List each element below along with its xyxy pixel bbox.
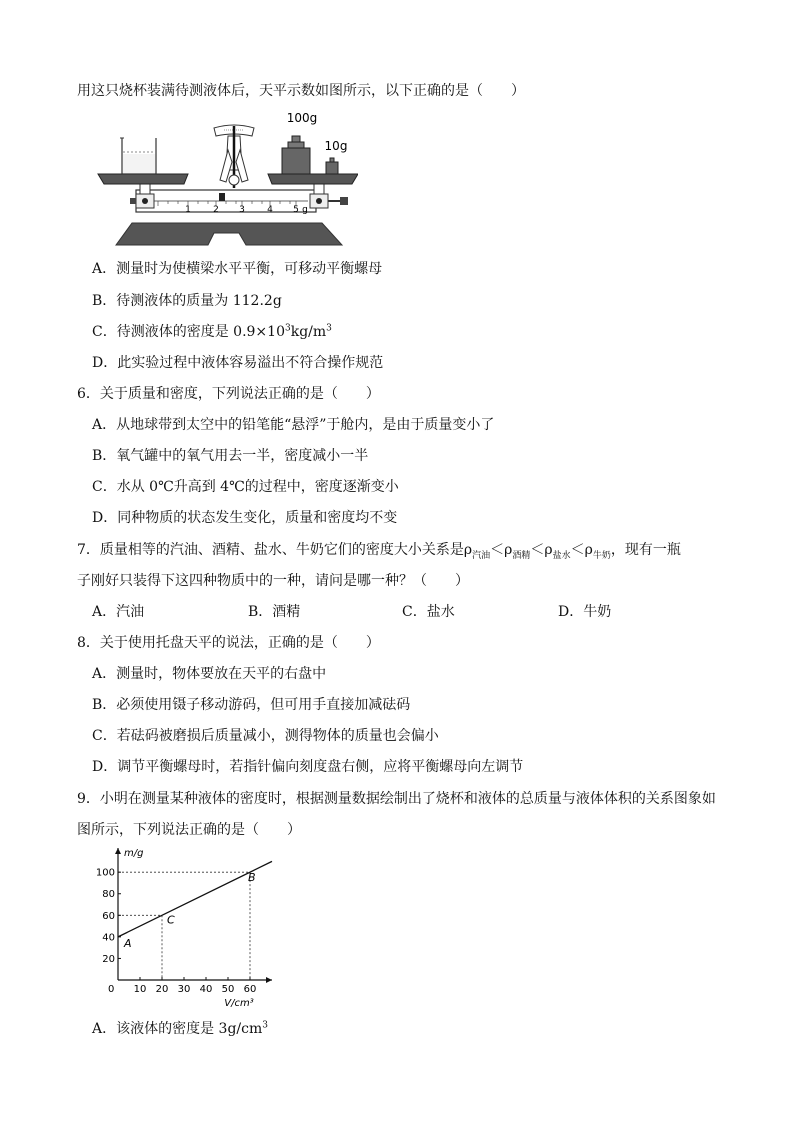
rho-sub-brine: 盐水 [552,550,571,561]
scale-label-1: 1 [185,205,191,215]
q7-stem-text: 7．质量相等的汽油、酒精、盐水、牛奶它们的密度大小关系是 [77,542,464,558]
q5-c-text: C．待测液体的密度是 0.9×10 [92,324,285,340]
less-than-symbol: ＜ [490,542,505,558]
q5-c-unit-exp: 3 [326,323,332,334]
q5-option-c[interactable] [92,323,332,341]
y-tick-label: 60 [102,910,115,922]
scale-label-4: 4 [267,205,273,215]
q5-option-a[interactable]: A．测量时为使横梁水平平衡，可移动平衡螺母 [92,261,383,277]
less-than-symbol: ＜ [570,542,585,558]
weight-100g-label: 100g [286,111,318,125]
q6-option-d[interactable]: D．同种物质的状态发生变化，质量和密度均不变 [92,510,398,526]
q5-c-unit: kg/m [290,324,327,340]
weight-10g-label: 10g [324,139,348,153]
question-7-stem-2: 子刚好只装得下这四种物质中的一种，请问是哪一种？（ ） [77,573,469,589]
q7-option-a[interactable]: A．汽油 [92,604,145,620]
y-tick-label: 80 [102,889,115,901]
x-tick-label: 20 [155,984,169,995]
weight-100g-icon [282,136,310,174]
right-pan [268,174,358,184]
rho-symbol: ρ [463,542,473,558]
q5-c-exp: 3 [284,323,291,334]
origin-label: 0 [108,984,115,995]
rho-sub-milk: 牛奶 [592,550,611,561]
scale-label-5: 5 [293,205,299,215]
balance-figure [96,108,358,248]
x-tick-label: 30 [177,984,191,995]
scale-label-2: 2 [213,205,219,215]
scale-label-3: 3 [239,205,245,215]
x-tick-label: 40 [199,984,213,995]
mass-volume-chart [90,842,280,1010]
pointer-dial-icon [214,125,254,188]
y-tick-label: 100 [95,867,115,879]
q8-option-c[interactable]: C．若砝码被磨损后质量减小，测得物体的质量也会偏小 [92,728,439,744]
scale-unit: g [302,205,308,215]
weight-10g-icon [326,158,338,174]
question-5-stem: 用这只烧杯装满待测液体后，天平示数如图所示，以下正确的是（ ） [77,83,525,99]
q8-option-a[interactable]: A．测量时，物体要放在天平的右盘中 [92,666,327,682]
q9-a-exp: 3 [262,1020,268,1031]
balance-base [116,223,342,245]
question-6-stem: 6．关于质量和密度，下列说法正确的是（ ） [77,386,380,402]
rider [219,193,225,201]
rho-symbol: ρ [544,542,553,558]
point-label-c: C [167,913,175,927]
x-axis-arrow-icon [266,977,272,983]
left-balance-nut-icon [130,194,154,208]
y-tick-label: 20 [102,953,115,965]
question-9-stem: 9．小明在测量某种液体的密度时，根据测量数据绘制出了烧杯和液体的总质量与液体体积的关系图象如 [77,791,716,807]
x-axis-label: V/cm³ [224,998,254,1009]
q9-a-text: A．该液体的密度是 3g/cm [92,1021,263,1037]
chart-points [123,871,256,950]
y-tick-label: 40 [102,932,115,944]
rho-sub-alcohol: 酒精 [512,550,531,561]
q5-option-b[interactable]: B．待测液体的质量为 112.2g [92,293,282,309]
q5-option-d[interactable]: D．此实验过程中液体容易溢出不符合操作规范 [92,355,384,371]
rho-sub-gasoline: 汽油 [472,550,491,561]
right-balance-nut-icon [310,194,348,208]
q7-stem-suffix: ，现有一瓶 [610,542,681,558]
question-8-stem: 8．关于使用托盘天平的说法，正确的是（ ） [77,635,380,651]
x-tick-label: 60 [243,984,257,995]
q9-option-a[interactable] [92,1020,268,1038]
q6-option-a[interactable]: A．从地球带到太空中的铅笔能“悬浮”于舱内，是由于质量变小了 [92,417,495,433]
rho-symbol: ρ [504,542,513,558]
q7-option-d[interactable]: D．牛奶 [558,604,612,620]
chart-ticks [96,868,256,995]
q8-option-b[interactable]: B．必须使用镊子移动游码，但可用手直接加减砝码 [92,697,411,713]
left-pan [98,174,188,184]
q6-option-b[interactable]: B．氧气罐中的氧气用去一半，密度减小一半 [92,448,369,464]
q8-option-d[interactable]: D．调节平衡螺母时，若指针偏向刻度盘右侧，应将平衡螺母向左调节 [92,759,524,775]
question-7-stem [77,541,681,559]
less-than-symbol: ＜ [530,542,545,558]
x-tick-label: 50 [221,984,235,995]
x-tick-label: 10 [133,984,147,995]
q7-option-b[interactable]: B．酒精 [248,604,301,620]
point-label-a: A [124,936,132,950]
point-label-b: B [248,871,256,885]
q7-option-c[interactable]: C．盐水 [402,604,455,620]
y-axis-arrow-icon [115,848,121,854]
question-9-stem-2: 图所示，下列说法正确的是（ ） [77,822,301,838]
chart-guides [118,872,250,980]
y-axis-label: m/g [124,848,144,859]
beaker-icon [120,138,156,174]
rho-symbol: ρ [584,542,593,558]
q6-option-c[interactable]: C．水从 0℃升高到 4℃的过程中，密度逐渐变小 [92,479,399,495]
